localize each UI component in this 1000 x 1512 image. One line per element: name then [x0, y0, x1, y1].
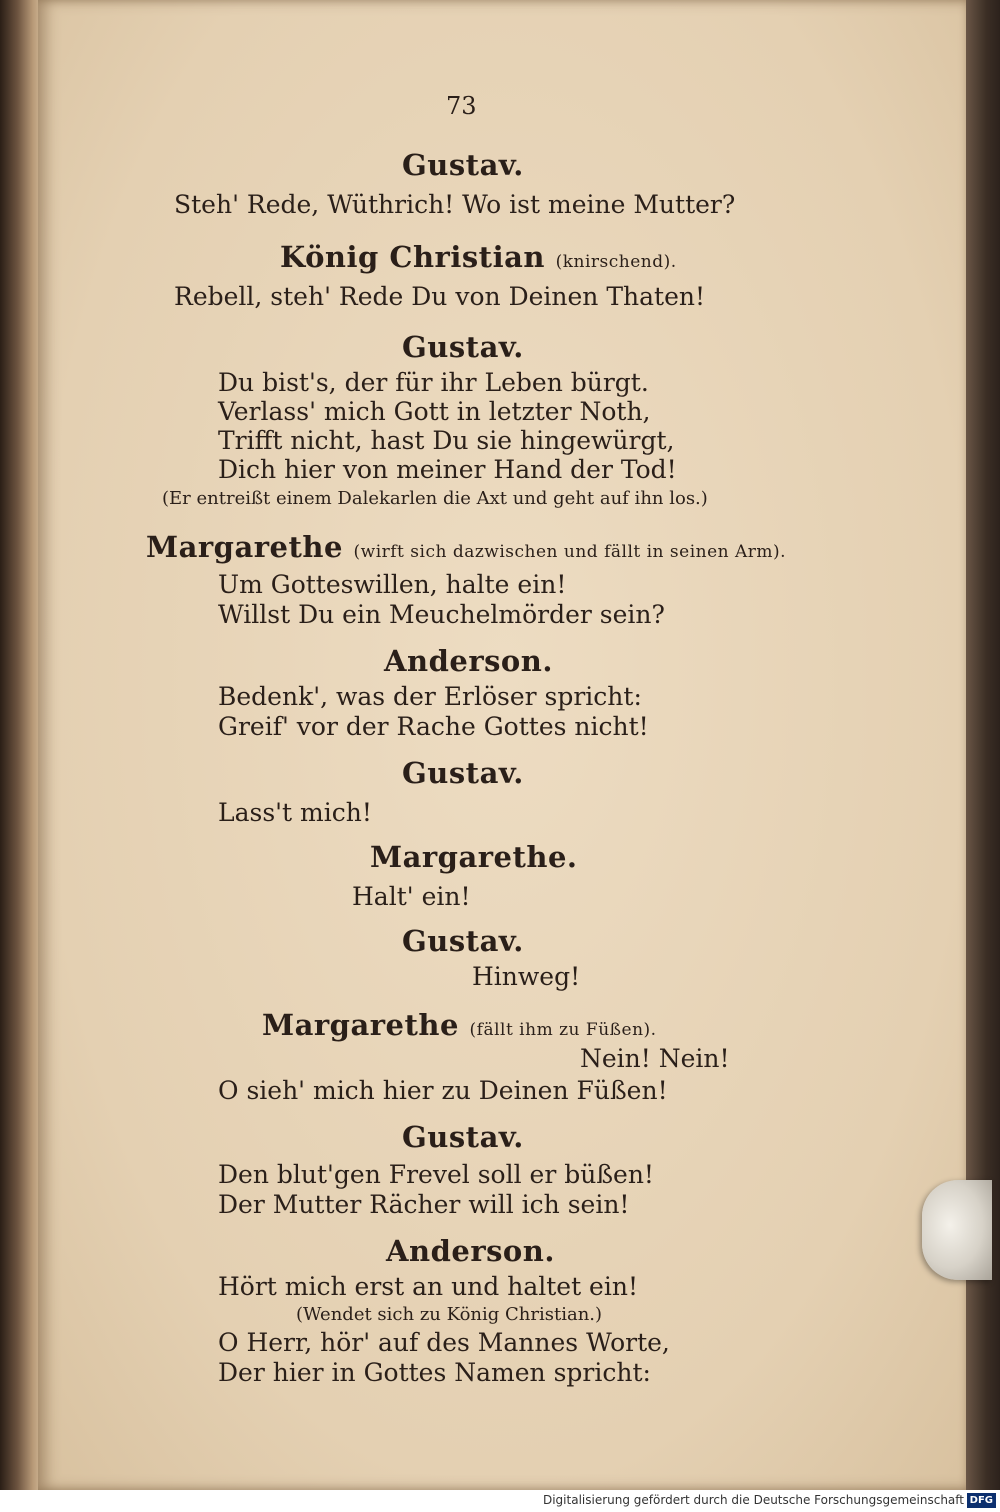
verse-line: Hinweg!: [472, 962, 581, 991]
speaker-margarethe: [146, 530, 786, 564]
stage-direction: (knirschend).: [555, 252, 677, 272]
stage-direction: (Wendet sich zu König Christian.): [296, 1304, 603, 1325]
verse-line: Rebell, steh' Rede Du von Deinen Thaten!: [174, 282, 706, 311]
verse-line: Steh' Rede, Wüthrich! Wo ist meine Mutter?: [174, 190, 736, 219]
speaker-koenig-christian: [280, 240, 677, 274]
verse-line: Der Mutter Rächer will ich sein!: [218, 1190, 630, 1219]
verse-line: O sieh' mich hier zu Deinen Füßen!: [218, 1076, 668, 1105]
footer-bar: [0, 1490, 1000, 1512]
verse-line: Der hier in Gottes Namen spricht:: [218, 1358, 651, 1387]
speaker-name: König Christian: [280, 240, 545, 274]
speaker-margarethe: [262, 1008, 657, 1042]
verse-line: Lass't mich!: [218, 798, 372, 827]
speaker-gustav: Gustav.: [402, 148, 524, 182]
verse-line: Greif' vor der Rache Gottes nicht!: [218, 712, 649, 741]
verse-line: Willst Du ein Meuchelmörder sein?: [218, 600, 665, 629]
verse-line: Hört mich erst an und haltet ein!: [218, 1272, 638, 1301]
verse-line: Verlass' mich Gott in letzter Noth,: [218, 397, 651, 426]
verse-line: O Herr, hör' auf des Mannes Worte,: [218, 1328, 670, 1357]
speaker-anderson: Anderson.: [386, 1234, 555, 1268]
page-marker-tab: [922, 1180, 992, 1280]
dfg-logo: DFG: [967, 1493, 996, 1508]
speaker-gustav: Gustav.: [402, 330, 524, 364]
speaker-gustav: Gustav.: [402, 756, 524, 790]
speaker-anderson: Anderson.: [384, 644, 553, 678]
speaker-gustav: Gustav.: [402, 1120, 524, 1154]
funding-credit: Digitalisierung gefördert durch die Deutsche Forschungsgemeinschaft: [542, 1493, 964, 1507]
page-number: 73: [446, 92, 477, 120]
verse-line: Nein! Nein!: [580, 1044, 730, 1073]
speaker-gustav: Gustav.: [402, 924, 524, 958]
verse-line: Bedenk', was der Erlöser spricht:: [218, 682, 642, 711]
stage-direction: (wirft sich dazwischen und fällt in seinen Arm).: [353, 542, 787, 562]
speaker-name: Margarethe: [262, 1008, 459, 1042]
verse-line: Trifft nicht, hast Du sie hingewürgt,: [218, 426, 675, 455]
verse-line: Du bist's, der für ihr Leben bürgt.: [218, 368, 649, 397]
verse-line: Dich hier von meiner Hand der Tod!: [218, 455, 677, 484]
speaker-name: Margarethe: [146, 530, 343, 564]
verse-line: Den blut'gen Frevel soll er büßen!: [218, 1160, 654, 1189]
stage-direction: (fällt ihm zu Füßen).: [469, 1020, 657, 1040]
verse-line: Halt' ein!: [352, 882, 471, 911]
speaker-margarethe: Margarethe.: [370, 840, 578, 874]
verse-line: Um Gotteswillen, halte ein!: [218, 570, 567, 599]
stage-direction: (Er entreißt einem Dalekarlen die Axt und geht auf ihn los.): [162, 488, 708, 509]
